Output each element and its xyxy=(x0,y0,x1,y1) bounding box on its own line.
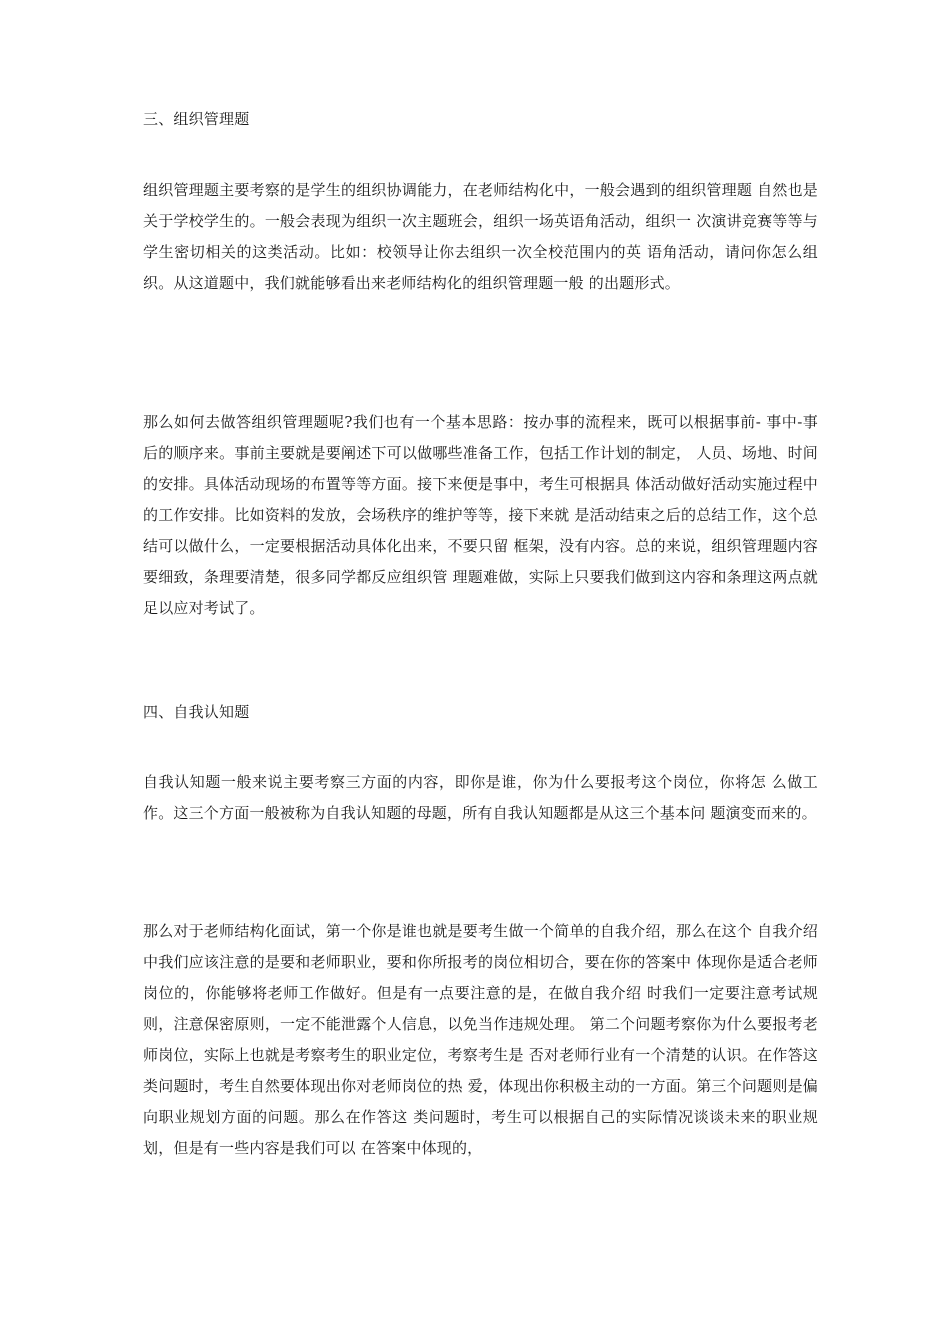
paragraph: 那么如何去做答组织管理题呢?我们也有一个基本思路：按办事的流程来，既可以根据事前- 事中-事后的顺序来。事前主要就是要阐述下可以做哪些准备工作，包括工作计划的制定， 人员、场地、时间的安排。具体活动现场的布置等等方面。接下来便是事中，考生可根据具 体活动做好活动实施过程中的工作安排。比如资料的发放，会场秩序的维护等等，接下来就 是活动结束之后的总结工作，这个总结可以做什么，一定要根据活动具体化出来，不要只留 框架，没有内容。总的来说，组织管理题内容要细致，条理要清楚，很多同学都反应组织管 理题难做，实际上只要我们做到这内容和条理这两点就足以应对考试了。 xyxy=(143,413,818,617)
paragraph: 组织管理题主要考察的是学生的组织协调能力，在老师结构化中，一般会遇到的组织管理题 自然也是关于学校学生的。一般会表现为组织一次主题班会，组织一场英语角活动，组织一 次演讲竞赛等等与学生密切相关的这类活动。比如：校领导让你去组织一次全校范围内的英 语角活动，请问你怎么组织。从这道题中，我们就能够看出来老师结构化的组织管理题一般 的出题形式。 xyxy=(143,181,818,292)
paragraph: 那么对于老师结构化面试，第一个你是谁也就是要考生做一个简单的自我介绍，那么在这个 自我介绍中我们应该注意的是要和老师职业，要和你所报考的岗位相切合，要在你的答案中 体现你是适合老师岗位的，你能够将老师工作做好。但是有一点要注意的是，在做自我介绍 时我们一定要注意考试规则，注意保密原则，一定不能泄露个人信息，以免当作违规处理。 第二个问题考察你为什么要报考老师岗位，实际上也就是考察考生的职业定位，考察考生是 否对老师行业有一个清楚的认识。在作答这类问题时，考生自然要体现出你对老师岗位的热 爱，体现出你积极主动的一方面。第三个问题则是偏向职业规划方面的问题。那么在作答这 类问题时，考生可以根据自己的实际情况谈谈未来的职业规划，但是有一些内容是我们可以 在答案中体现的， xyxy=(143,922,818,1157)
section-heading-self-awareness: 四、自我认知题 xyxy=(143,703,250,721)
paragraph: 自我认知题一般来说主要考察三方面的内容，即你是谁，你为什么要报考这个岗位，你将怎 么做工作。这三个方面一般被称为自我认知题的母题，所有自我认知题都是从这三个基本问 题演变而来的。 xyxy=(143,773,818,822)
section-heading-organization-management: 三、组织管理题 xyxy=(143,110,250,128)
